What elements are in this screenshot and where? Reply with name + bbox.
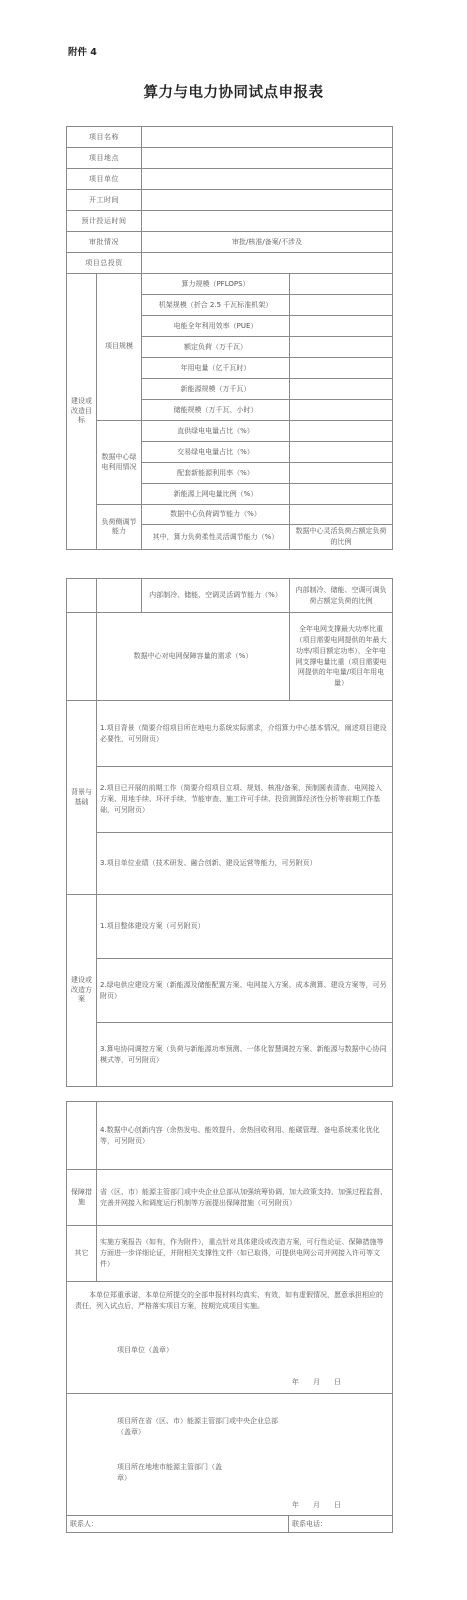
commitment-cell: [67, 1282, 393, 1394]
background-label: 背景与基础: [67, 701, 97, 895]
total-investment-field[interactable]: [142, 253, 393, 274]
row-label-project-location: 项目地点: [67, 148, 142, 169]
scale-value-renewable[interactable]: [290, 379, 393, 400]
commitment-text: 本单位郑重承诺，本单位所提交的全部申报材料均真实、有效，如有虚假情况，愿意承担相应的责任，列入试点后，严格落实项目方案，按期完成项目实施。: [75, 1291, 383, 1311]
load-item-cooling: 内部制冷、储能、空调灵活调节能力（%）: [142, 579, 290, 613]
row-label-project-unit: 项目单位: [67, 169, 142, 190]
load-value-dc[interactable]: [290, 505, 393, 525]
row-label-total-investment: 项目总投资: [67, 253, 142, 274]
approval-seal-cell: [67, 1394, 393, 1516]
approval-status-field[interactable]: 审批/核准/备案/不涉及: [142, 232, 393, 253]
load-continued-cell: [97, 579, 142, 613]
green-value-trade[interactable]: [290, 442, 393, 463]
construction-continued-cell-2: [67, 613, 97, 701]
scale-value-storage[interactable]: [290, 400, 393, 421]
operation-time-field[interactable]: [142, 211, 393, 232]
plan-item-3[interactable]: 3.算电协同调控方案（负荷与新能源功率预测、一体化智慧调控方案、新能源与数据中心协同模式等，可另附页）: [97, 1023, 393, 1087]
guarantee-text[interactable]: 省（区、市）能源主管部门或中央企业总部从加强统筹协调、加大政策支持、加强过程监督、完善并网接入和调度运行机制等方面提出保障措施（可另附页）: [97, 1170, 393, 1226]
green-item-trade: 交易绿电电量占比（%）: [142, 442, 290, 463]
scale-item-annual-power: 年用电量（亿千瓦时）: [142, 358, 290, 379]
province-seal-label: 项目所在省（区、市）能源主管部门或中央企业总部（盖章）: [117, 1417, 278, 1437]
row-label-approval: 审批情况: [67, 232, 142, 253]
plan-item-2[interactable]: 2.绿电供应建设方案（新能源及储能配置方案、电网接入方案、成本测算、建设方案等，可另附页）: [97, 959, 393, 1023]
project-name-field[interactable]: [142, 127, 393, 148]
plan-label: 建设或改造方案: [67, 895, 97, 1087]
form-title: 算力与电力协同试点申报表: [143, 85, 324, 101]
construction-continued-cell: [67, 579, 97, 613]
application-table-part-3: [66, 1101, 393, 1516]
scale-value-annual-power[interactable]: [290, 358, 393, 379]
scale-item-rack: 机架规模（折合 2.5 千瓦标准机架）: [142, 295, 290, 316]
load-item-compute-flex: 其中，算力负荷柔性灵活调节能力（%）: [142, 525, 290, 550]
start-time-field[interactable]: [142, 190, 393, 211]
plan-item-4[interactable]: 4.数据中心创新内容（余热发电、能效提升、余热回收利用、能碳管理、备电系统柔化优化等，可另附页）: [97, 1102, 393, 1170]
load-desc-cooling-ratio: 内部制冷、储能、空调可调负荷占额定负荷的比例: [290, 579, 393, 613]
unit-date[interactable]: 年 月 日: [292, 1378, 341, 1386]
green-item-direct: 直供绿电电量占比（%）: [142, 421, 290, 442]
project-unit-field[interactable]: [142, 169, 393, 190]
green-value-utilization[interactable]: [290, 463, 393, 484]
green-value-grid-ratio[interactable]: [290, 484, 393, 505]
application-table-part-1: [66, 126, 393, 550]
scale-item-compute: 算力规模（PFLOPS）: [142, 274, 290, 295]
application-table-part-2: [66, 578, 393, 1087]
other-text[interactable]: 实施方案报告（如有，作为附件），重点针对具体建设或改造方案，可行性论证、保障措施等方面进一步详细论证，并附相关支撑性文件（如已取得，可提供电网公司并网接入许可等文件）: [97, 1226, 393, 1282]
contact-person-field[interactable]: 联系人：: [67, 1516, 289, 1533]
grid-capacity-need-desc: 全年电网支撑最大功率比重（项目需要电网提供的年最大功率/项目额定功率），全年电网支撑电量比重（项目需要电网提供的年电量/项目年用电量）: [290, 613, 393, 701]
load-desc-flex-ratio: 数据中心灵活负荷占额定负荷的比例: [290, 525, 393, 550]
green-power-label: 数据中心绿电利用情况: [97, 421, 142, 505]
project-scale-label: 项目规模: [97, 274, 142, 421]
contact-phone-field[interactable]: 联系电话：: [289, 1516, 393, 1533]
background-item-3[interactable]: 3.项目单位业绩（技术研发、融合创新、建设运营等能力，可另附页）: [97, 833, 393, 895]
scale-value-rated-load[interactable]: [290, 337, 393, 358]
green-value-direct[interactable]: [290, 421, 393, 442]
scale-value-pue[interactable]: [290, 316, 393, 337]
background-item-2[interactable]: 2.项目已开展的前期工作（简要介绍项目立项、规划、核准/备案、预制圆表清查、电网接入方案、用地手续、环评手续、节能审查、施工许可手续、投资测算经济性分析等前期工作基础，可另附页）: [97, 767, 393, 833]
other-label: 其它: [67, 1226, 97, 1282]
project-location-field[interactable]: [142, 148, 393, 169]
scale-value-rack[interactable]: [290, 295, 393, 316]
row-label-project-name: 项目名称: [67, 127, 142, 148]
scale-item-pue: 电能全年利用效率（PUE）: [142, 316, 290, 337]
scale-value-compute[interactable]: [290, 274, 393, 295]
green-item-grid-ratio: 新能源上网电量比例（%）: [142, 484, 290, 505]
grid-capacity-need-label: 数据中心对电网保障容量的需求（%）: [97, 613, 290, 701]
background-item-1[interactable]: 1.项目背景（简要介绍项目所在地电力系统实际需求，介绍算力中心基本情况，阐述项目建设必要性，可另附页）: [97, 701, 393, 767]
row-label-start-time: 开工时间: [67, 190, 142, 211]
scale-item-storage: 储能规模（万千瓦、小时）: [142, 400, 290, 421]
guarantee-label: 保障措施: [67, 1170, 97, 1226]
local-seal-label: 项目所在地地市能源主管部门（盖章）: [117, 1463, 222, 1483]
plan-item-1[interactable]: 1.项目整体建设方案（可另附页）: [97, 895, 393, 959]
contact-table: [66, 1515, 393, 1533]
row-label-operation-time: 预计投运时间: [67, 211, 142, 232]
load-item-dc: 数据中心负荷调节能力（%）: [142, 505, 290, 525]
load-regulation-label: 负荷侧调节能力: [97, 505, 142, 550]
unit-seal-label: 项目单位（盖章）: [117, 1346, 173, 1354]
green-item-utilization: 配套新能源利用率（%）: [142, 463, 290, 484]
scale-item-renewable: 新能源规模（万千瓦）: [142, 379, 290, 400]
scale-item-rated-load: 额定负荷（万千瓦）: [142, 337, 290, 358]
approval-date[interactable]: 年 月 日: [292, 1501, 341, 1509]
plan-continued-cell: [67, 1102, 97, 1170]
annex-label: 附件 4: [68, 47, 97, 58]
construction-target-label: 建设或改造目标: [67, 274, 97, 550]
